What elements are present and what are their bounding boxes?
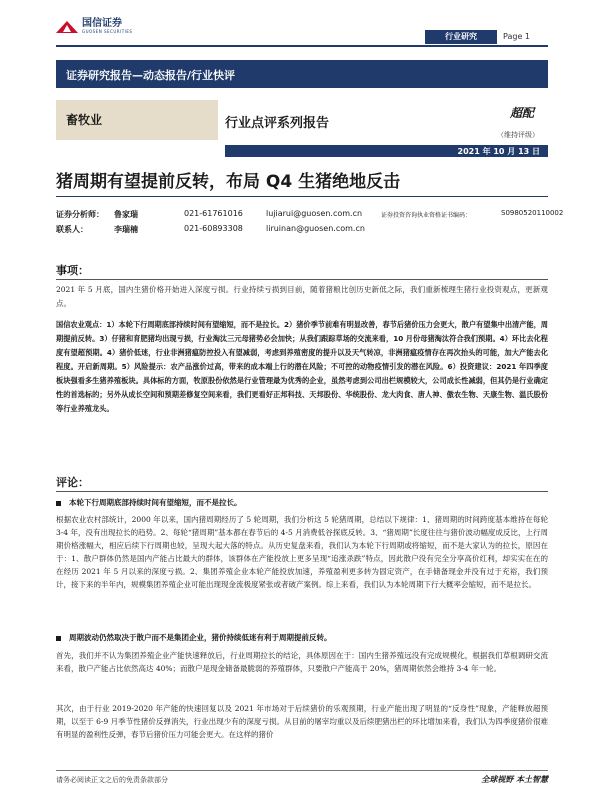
viewpoint-text: 国信农业观点：1）本轮下行周期底部持续时间有望缩短，而不是拉长。2）猪价季节前难有明显改善，春节后猪价压力会更大，散户有望集中出清产能，周期提前反转。3）仔猪和育肥猪均出现亏损，行业淘汰三元母猪势必会加快；从我们跟踪草场的交流来看，10 月份母猪淘汰符合我们预期。4）环比去化程度有望超预期。4）猪价低迷，行业非洲猪瘟防控投入有望减弱，考虑到养殖密度的提升以及天气转凉，非洲猪瘟疫情存在再次抬头的可能，加大产能去化程度。开启新周期。5）风险提示：农产品涨价过高，带来的成本端上行的潜在风险；不可控的动物疫情引发的潜在风险。6）投资建议：2021 年四季度板块强看多生猪养殖板块。具体标的方面，牧原股份依然是行业管理最为优秀的企业，虽然考虑到公司出栏规模较大，公司成长性减弱，但其仍是行业确定性的首选标的；另外从成长空间和预期差修复空间来看，我们更看好正邦科技、天邦股份、华统股份、龙大肉食、唐人神、傲农生物、天康生物、温氏股份等行业养殖龙头。 — [56, 320, 548, 413]
logo-mountain-icon — [56, 19, 78, 33]
sector-box — [56, 100, 218, 140]
footer-divider — [56, 770, 548, 771]
matters-heading: 事项： — [56, 264, 89, 277]
comment-para-2: 首先，我们并不认为集团养殖企业产能快速释放后，行业周期拉长的结论，具体原因在于：国内生猪养殖远没有完成规模化，根据我们草根调研交流来看，散户产能占比依然高达 40%；而散户是现金储备最脆弱的养殖群体，只要散户产能高于 20%，猪周期依然会维持 3-4 年一轮。 — [56, 651, 548, 673]
contact-email[interactable]: liruinan@guosen.com.cn — [266, 224, 365, 233]
comments-heading: 评论： — [56, 476, 89, 489]
comments-divider — [56, 491, 548, 492]
bullet-2-text: 周期波动仍然取决于散户而不是集团企业，猪价持续低迷有利于周期提前反转。 — [69, 633, 332, 642]
report-type-text: 证券研究报告—动态报告/行业快评 — [66, 69, 236, 82]
analyst-email[interactable]: lujiarui@guosen.com.cn — [266, 209, 363, 218]
footer-disclaimer: 请务必阅读正文之后的免责条款部分 — [56, 776, 168, 784]
guosen-logo — [56, 18, 132, 34]
bullet-1 — [56, 497, 548, 509]
report-type-banner — [56, 60, 548, 88]
analyst-cert-label: 证券投资咨询执业资格证书编码： — [381, 212, 472, 219]
comment-para-3: 其次，由于行业 2019-2020 年产能的快速回复以及 2021 年市场对于后续猪价的乐观预期，行业产能出现了明显的“反身性”现象，产能释放超预期，以至于 6-9 月季节性猪价反弹消失，行业出现少有的深度亏损。从目前的屠宰均重以及后续肥猪出栏的环比增加来看，我们认为四季度猪价很难有明显的盈利性反弹，春节后猪价压力可能会更大。在这样的猪价 — [56, 704, 548, 739]
logo-cn-text: 国信证券 — [82, 18, 122, 29]
matters-text: 2021 年 5 月底，国内生猪价格开始进入深度亏损。行业持续亏损到目前，随着猪粮比创历史新低之际，我们重新梳理生猪行业投资观点，更新观点。 — [56, 285, 548, 308]
header-divider — [56, 45, 548, 47]
contact-name: 李瑞楠 — [114, 225, 138, 234]
analyst-phone: 021-61761016 — [184, 209, 243, 218]
analyst-cert-number: S0980520110002 — [501, 209, 564, 217]
logo-en-text: GUOSEN SECURITIES — [82, 29, 133, 34]
sector-name: 畜牧业 — [66, 113, 103, 127]
analyst-name: 鲁家瑞 — [114, 210, 138, 219]
rating-value: 超配 — [510, 106, 535, 120]
series-title: 行业点评系列报告 — [225, 116, 330, 131]
bullet-square-icon — [56, 636, 61, 641]
matters-divider — [56, 279, 548, 280]
bullet-square-icon — [56, 501, 61, 506]
footer-slogan: 全球视野 本土智慧 — [481, 775, 548, 784]
date-bar — [225, 145, 548, 157]
rating-note: （维持评级） — [497, 131, 539, 139]
analyst-row-2 — [56, 224, 548, 236]
bullet-1-text: 本轮下行周期底部持续时间有望缩短，而不是拉长。 — [69, 498, 242, 507]
contact-role: 联系人： — [56, 225, 88, 234]
comment-para-1: 根据农业农村部统计，2000 年以来，国内猪周期经历了 5 轮周期，我们分析这 5 轮猪周期，总结以下规律：1、猪周期的时间跨度基本维持在每轮 3-4 年，没有出现拉长的趋势。2、每轮“猪周期”基本都在春节后的 4-5 月消费低谷探底反转。3、“猪周期”长度往往与猪价波动幅度成反比，上行周期价格涨幅大，相应后续下行周期也较，呈现大起大落的特点。从历史复盘来看，我们认为本轮下行周期或将缩短，而不是大家认为的拉长，原因在于：1、散户群体仍然是国内产能占比最大的群体，该群体在产能投放上更多呈现“追涨杀跌”特点，因此散户没有完全分享高价红利，却实实在在的在经历 2021 年 5 月以来的深度亏损。2、集团养殖企业本轮产能投放加速，养殖盈利更多转为固定资产，在手储备现金并没有过于充裕，我们预计，接下来的半年内，规模集团养殖企业可能出现现金流极度紧张或者破产案例。综上来看，我们认为本轮周期下行大概率会缩短，而不是拉长。 — [56, 515, 548, 589]
analyst-role: 证券分析师： — [56, 210, 104, 219]
category-tag: 行业研究 — [425, 30, 497, 44]
main-title: 猪周期有望提前反转，布局 Q4 生猪绝地反击 — [56, 172, 401, 192]
analyst-row-1 — [56, 209, 564, 221]
contact-phone: 021-60893308 — [184, 224, 243, 233]
title-divider — [56, 196, 548, 197]
page-number: Page 1 — [503, 32, 530, 41]
report-date: 2021 年 10 月 13 日 — [457, 147, 540, 156]
bullet-2 — [56, 632, 548, 644]
